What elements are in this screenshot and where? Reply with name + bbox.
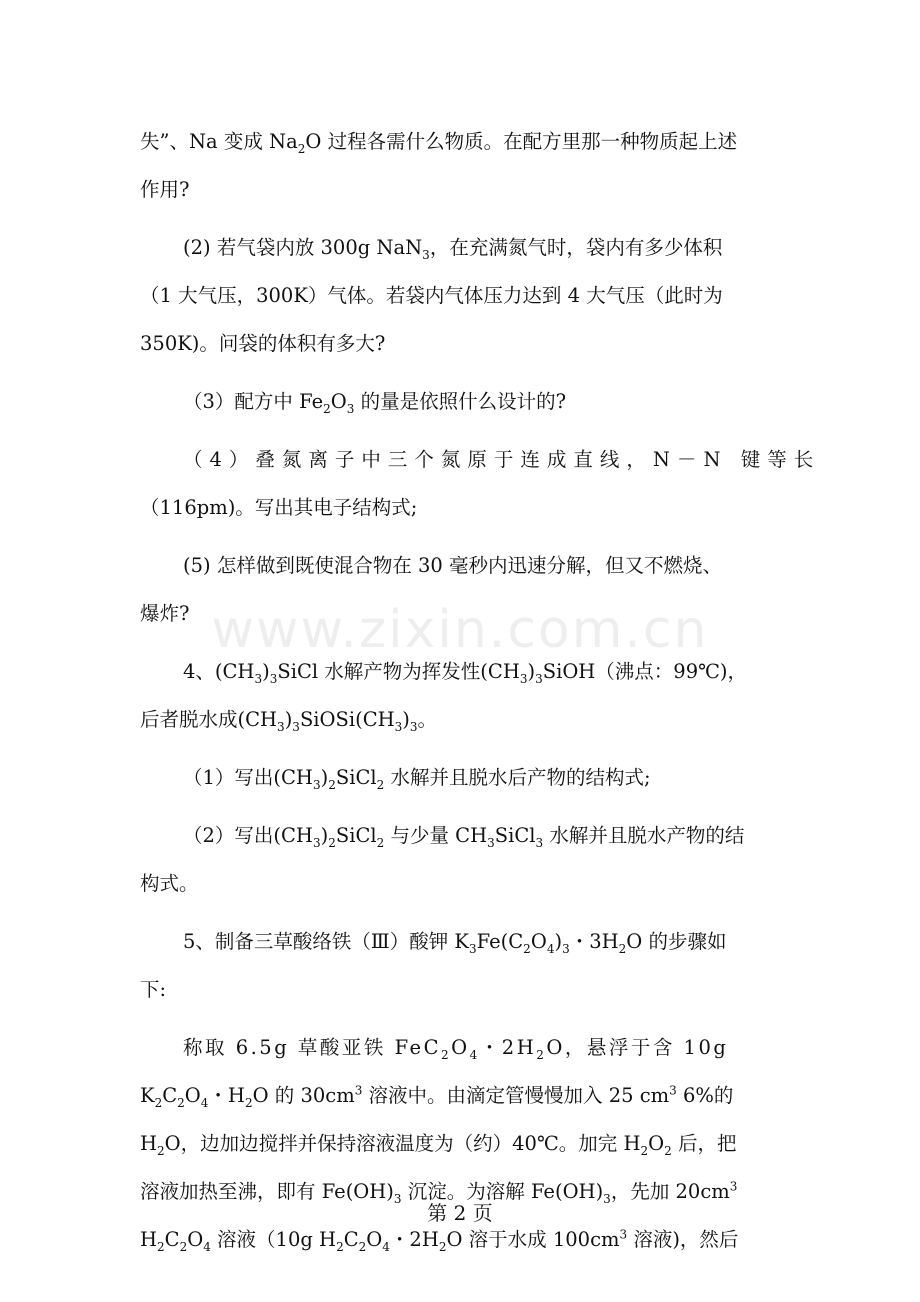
text-run: ) (402, 708, 410, 731)
subscript: 3 (254, 671, 263, 686)
subscript: 3 (269, 671, 278, 686)
subscript: 3 (535, 835, 544, 850)
text-run: 溶液（10g H (210, 1228, 337, 1251)
subscript: 4 (203, 1239, 211, 1254)
text-line (140, 590, 782, 638)
subscript: 4 (200, 1095, 209, 1110)
text-run: ) (320, 766, 329, 789)
subscript: 3 (394, 719, 403, 734)
subscript: 3 (487, 835, 495, 850)
text-run: O (184, 1084, 201, 1107)
text-run: （3）配方中 Fe (183, 390, 324, 413)
subscript: 3 (346, 401, 355, 416)
subscript: 3 (312, 835, 321, 850)
text-run: 后，把 (671, 1132, 737, 1155)
text-run: (5) 怎样做到既使混合物在 30 毫秒内迅速分解，但又不燃烧、 (183, 554, 723, 577)
text-run: K (140, 1084, 155, 1107)
text-run: O，悬浮于含 10g (546, 1036, 729, 1059)
text-run: 。 (417, 708, 438, 731)
text-run: C (162, 1084, 178, 1107)
subscript: 3 (468, 941, 477, 956)
subscript: 2 (640, 1143, 649, 1158)
text-line (140, 378, 782, 426)
page-number: 第 2 页 (427, 1201, 493, 1225)
subscript: 2 (179, 1239, 188, 1254)
text-run: 溶液)，然后 (627, 1228, 739, 1251)
text-run: 4、(CH (183, 660, 255, 683)
subscript: 2 (157, 1239, 165, 1254)
text-line (140, 542, 782, 590)
text-run: ・2H (479, 1036, 537, 1059)
subscript: 2 (328, 777, 336, 792)
text-run: ，在充满氮气时，袋内有多少体积 (429, 236, 723, 259)
text-run: H (140, 1132, 158, 1155)
superscript: 3 (354, 1083, 363, 1098)
subscript: 2 (376, 777, 385, 792)
text-run: O 溶于水成 100cm (446, 1228, 620, 1251)
subscript: 2 (376, 835, 385, 850)
text-run: SiCl (494, 824, 536, 847)
text-line (140, 648, 782, 696)
text-run: (2) 若气袋内放 300g NaN (183, 236, 423, 259)
subscript: 2 (358, 1239, 367, 1254)
text-line (140, 754, 782, 802)
subscript: 2 (328, 835, 336, 850)
subscript: 2 (154, 1095, 163, 1110)
subscript: 2 (523, 941, 531, 956)
subscript: 2 (297, 141, 306, 156)
subscript: 2 (157, 1143, 165, 1158)
subscript: 2 (323, 401, 331, 416)
text-run: O (366, 1228, 383, 1251)
text-line (140, 272, 782, 320)
text-run: O (530, 930, 547, 953)
subscript: 3 (603, 1191, 611, 1206)
text-run: 后者脱水成(CH (140, 708, 278, 731)
superscript: 3 (619, 1227, 628, 1242)
subscript: 3 (562, 941, 570, 956)
text-line (140, 1072, 782, 1120)
text-run: H (140, 1228, 158, 1251)
text-line (140, 166, 782, 214)
text-line (140, 918, 782, 966)
text-run: 下: (140, 978, 167, 1001)
text-run: （4）叠氮离子中三个氮原于连成直线，N－N 键等长 (183, 448, 821, 471)
text-line (140, 484, 782, 532)
text-run: O (648, 1132, 665, 1155)
subscript: 2 (177, 1095, 185, 1110)
text-run: ) (262, 660, 270, 683)
text-line (140, 696, 782, 744)
text-run: 6%的 (676, 1084, 734, 1107)
text-line (140, 860, 782, 908)
subscript: 3 (292, 719, 300, 734)
text-run: （2）写出(CH (183, 824, 313, 847)
subscript: 3 (535, 671, 543, 686)
watermark: www.zixin.com.cn (211, 600, 709, 660)
text-line (140, 436, 821, 484)
text-run: ，先加 20cm (610, 1180, 730, 1203)
text-run: （1）写出(CH (183, 766, 313, 789)
text-run: 作用? (140, 178, 190, 201)
subscript: 2 (618, 941, 627, 956)
text-run: 失”、Na 变成 Na (140, 130, 298, 153)
subscript: 4 (382, 1239, 390, 1254)
text-run: 爆炸? (140, 602, 190, 625)
text-run: ・2H (389, 1228, 439, 1251)
text-run: 称取 6.5g 草酸亚铁 FeC (183, 1036, 442, 1059)
text-run: O 的 30cm (252, 1084, 355, 1107)
text-run: O 的步骤如 (626, 930, 727, 953)
text-run: ) (320, 824, 329, 847)
text-run: 与少量 CH (384, 824, 488, 847)
text-run: O，边加边搅拌并保持溶液温度为（约）40℃。加完 H (164, 1132, 641, 1155)
text-line (140, 1024, 782, 1072)
subscript: 3 (312, 777, 321, 792)
text-run: SiCl (335, 766, 377, 789)
subscript: 2 (244, 1095, 253, 1110)
text-run: 水解并且脱水产物的结 (543, 824, 745, 847)
subscript: 3 (393, 1191, 402, 1206)
superscript: 3 (729, 1179, 738, 1194)
text-run: O (451, 1036, 470, 1059)
text-run: ・3H (569, 930, 619, 953)
text-run: ・H (208, 1084, 245, 1107)
text-run: O 过程各需什么物质。在配方里那一种物质起上述 (305, 130, 738, 153)
subscript: 2 (438, 1239, 447, 1254)
text-line (140, 966, 782, 1014)
text-run: SiOH（沸点：99℃)， (542, 660, 748, 683)
text-run: 350K)。问袋的体积有多大? (140, 332, 386, 355)
text-line (140, 1120, 782, 1168)
subscript: 2 (336, 1239, 344, 1254)
text-run: （1 大气压，300K）气体。若袋内气体压力达到 4 大气压（此时为 (140, 284, 723, 307)
text-run: 5、制备三草酸络铁（Ⅲ）酸钾 K (183, 930, 469, 953)
text-run: O (330, 390, 347, 413)
text-run: O (187, 1228, 204, 1251)
subscript: 2 (536, 1047, 547, 1062)
subscript: 4 (546, 941, 555, 956)
text-run: C (164, 1228, 180, 1251)
text-line (140, 812, 782, 860)
text-run: 的量是依照什么设计的? (354, 390, 567, 413)
text-run: 溶液加热至沸，即有 Fe(OH) (140, 1180, 394, 1203)
text-run: Fe(C (476, 930, 524, 953)
subscript: 3 (422, 247, 430, 262)
subscript: 3 (409, 719, 418, 734)
text-run: C (343, 1228, 359, 1251)
subscript: 2 (441, 1047, 452, 1062)
text-run: （116pm)。写出其电子结构式; (140, 496, 418, 519)
text-run: ) (527, 660, 536, 683)
subscript: 2 (664, 1143, 672, 1158)
text-run: ) (554, 930, 563, 953)
text-run: SiCl 水解产物为挥发性(CH (277, 660, 520, 683)
text-run: 溶液中。由滴定管慢慢加入 25 cm (362, 1084, 670, 1107)
subscript: 4 (469, 1047, 480, 1062)
superscript: 3 (669, 1083, 677, 1098)
text-run: 水解并且脱水后产物的结构式; (384, 766, 651, 789)
text-run: SiCl (335, 824, 377, 847)
text-run: SiOSi(CH (299, 708, 395, 731)
text-run: ) (284, 708, 293, 731)
page-content (140, 118, 821, 1264)
text-line (140, 224, 782, 272)
subscript: 3 (519, 671, 528, 686)
subscript: 3 (277, 719, 285, 734)
text-line (140, 118, 782, 166)
text-run: 沉淀。为溶解 Fe(OH) (401, 1180, 604, 1203)
text-run: 构式。 (140, 872, 199, 895)
text-line (140, 320, 782, 368)
